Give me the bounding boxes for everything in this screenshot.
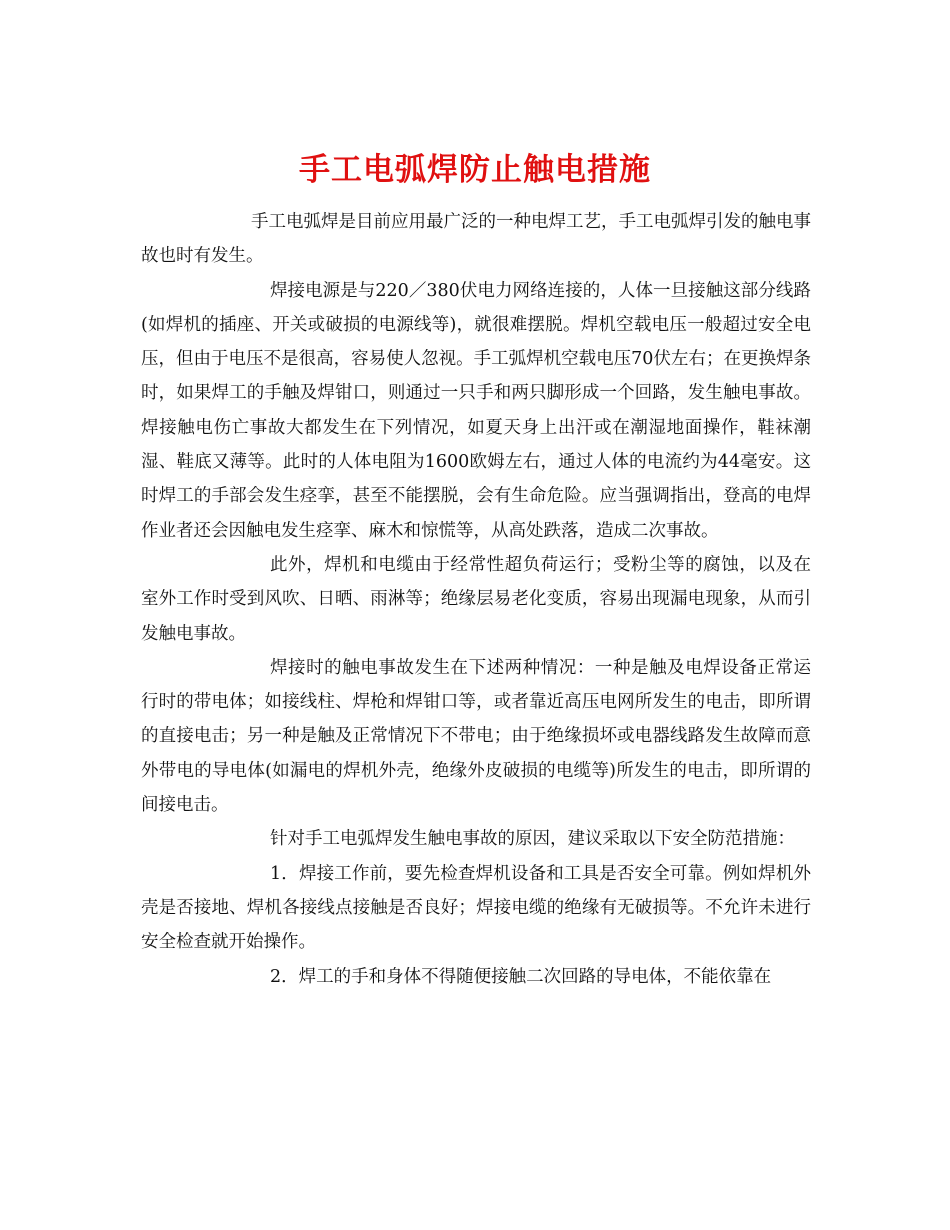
paragraph-cable-aging: 此外，焊机和电缆由于经常性超负荷运行；受粉尘等的腐蚀，以及在室外工作时受到风吹、日晒、雨淋等；绝缘层易老化变质，容易出现漏电现象，从而引发触电事故。: [141, 554, 811, 644]
paragraph-intro: 手工电弧焊是目前应用最广泛的一种电焊工艺，手工电弧焊引发的触电事故也时有发生。: [141, 212, 811, 267]
paragraph-measures-intro: 针对手工电弧焊发生触电事故的原因，建议采取以下安全防范措施：: [270, 829, 795, 850]
paragraph-shock-types: 焊接时的触电事故发生在下述两种情况：一种是触及电焊设备正常运行时的带电体；如接线柱、焊枪和焊钳口等，或者靠近高压电网所发生的电击，即所谓的直接电击；另一种是触及正常情况下不带电；由于绝缘损坏或电器线路发生故障而意外带电的导电体(如漏电的焊机外壳，绝缘外皮破损的电缆等)所发生的电击，即所谓的间接电击。: [141, 657, 811, 816]
document-body: [141, 205, 811, 994]
paragraph-power-source: 焊接电源是与220／380伏电力网络连接的，人体一旦接触这部分线路(如焊机的插座、开关或破损的电源线等)，就很难摆脱。焊机空载电压一般超过安全电压，但由于电压不是很高，容易使人忽视。手工弧焊机空载电压70伏左右；在更换焊条时，如果焊工的手触及焊钳口，则通过一只手和两只脚形成一个回路，发生触电事故。焊接触电伤亡事故大都发生在下列情况，如夏天身上出汗或在潮湿地面操作，鞋袜潮湿、鞋底又薄等。此时的人体电阻为1600欧姆左右，通过人体的电流约为44毫安。这时焊工的手部会发生痉挛，甚至不能摆脱，会有生命危险。应当强调指出，登高的电焊作业者还会因触电发生痉挛、麻木和惊慌等，从高处跌落，造成二次事故。: [141, 280, 811, 541]
document-title: 手工电弧焊防止触电措施: [299, 151, 651, 188]
paragraph-measure-1: 1．焊接工作前，要先检查焊机设备和工具是否安全可靠。例如焊机外壳是否接地、焊机各接线点接触是否良好；焊接电缆的绝缘有无破损等。不允许未进行安全检查就开始操作。: [141, 863, 811, 953]
paragraph-measure-2: 2．焊工的手和身体不得随便接触二次回路的导电体，不能依靠在: [270, 966, 772, 987]
